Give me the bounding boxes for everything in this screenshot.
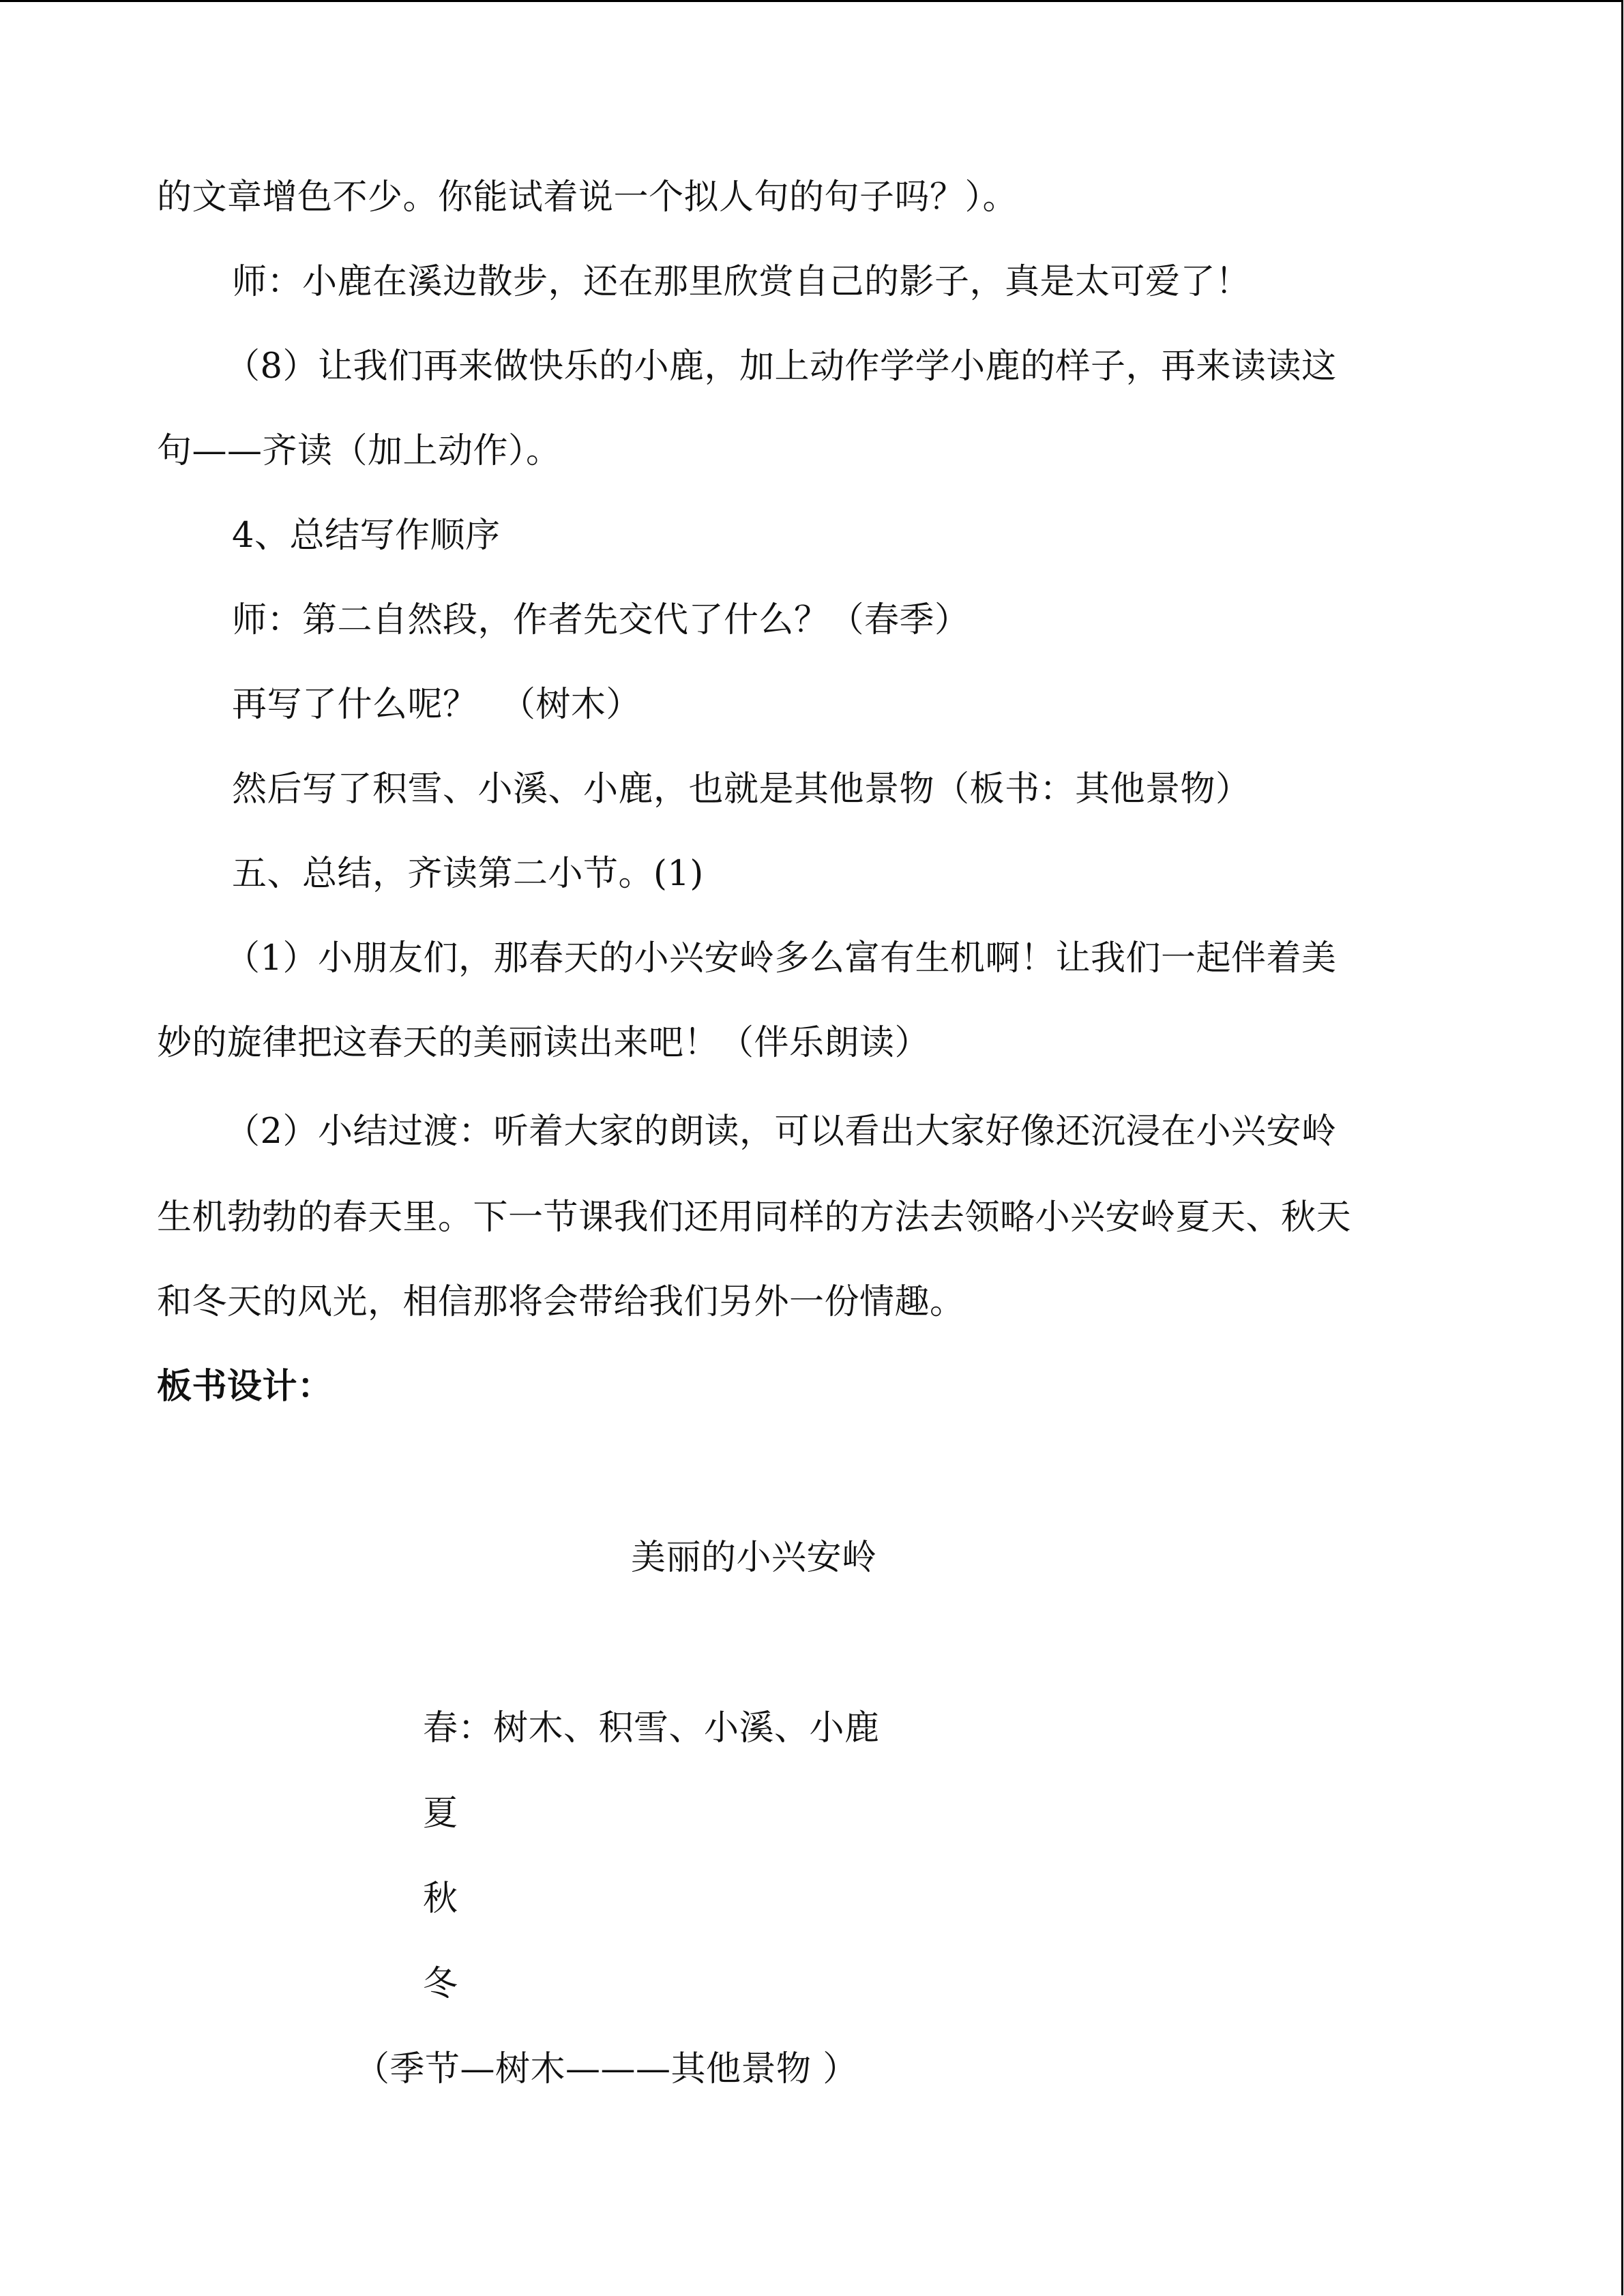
paragraph-line: 师：第二自然段，作者先交代了什么？（春季） [232,600,970,640]
paragraph-line: 师：小鹿在溪边散步，还在那里欣赏自己的影子，真是太可爱了！ [232,262,1251,302]
board-winter-row: 冬 [423,1964,458,2004]
board-title: 美丽的小兴安岭 [631,1538,877,1578]
paragraph-line: 的文章增色不少。你能试着说一个拟人句的句子吗？）。 [157,177,1018,218]
board-design-heading: 板书设计： [157,1367,333,1407]
paragraph-line: （2）小结过渡：听着大家的朗读，可以看出大家好像还沉浸在小兴安岭 [225,1112,1337,1152]
paragraph-line: （1）小朋友们，那春天的小兴安岭多么富有生机啊！让我们一起伴着美 [225,938,1337,979]
board-spring-row: 春：树木、积雪、小溪、小鹿 [423,1708,880,1748]
paragraph-line: 句——齐读（加上动作）。 [157,431,561,471]
board-summer-row: 夏 [423,1793,458,1834]
paragraph-line: 和冬天的风光，相信那将会带给我们另外一份情趣。 [157,1282,965,1322]
paragraph-line: 生机勃勃的春天里。下一节课我们还用同样的方法去领略小兴安岭夏天、秋天 [157,1197,1352,1238]
section-heading: 4、总结写作顺序 [232,516,501,556]
paragraph-line: 再写了什么呢？ （树木） [232,685,641,725]
paragraph-line: 然后写了积雪、小溪、小鹿，也就是其他景物（板书：其他景物） [232,769,1251,809]
board-autumn-row: 秋 [423,1879,458,1919]
board-order-note: （季节—树木———其他景物 ） [355,2049,858,2089]
section-heading: 五、总结，齐读第二小节。(1) [232,854,704,894]
paragraph-line: （8）让我们再来做快乐的小鹿，加上动作学学小鹿的样子，再来读读这 [225,346,1337,387]
paragraph-line: 妙的旋律把这春天的美丽读出来吧！（伴乐朗读） [157,1023,930,1063]
